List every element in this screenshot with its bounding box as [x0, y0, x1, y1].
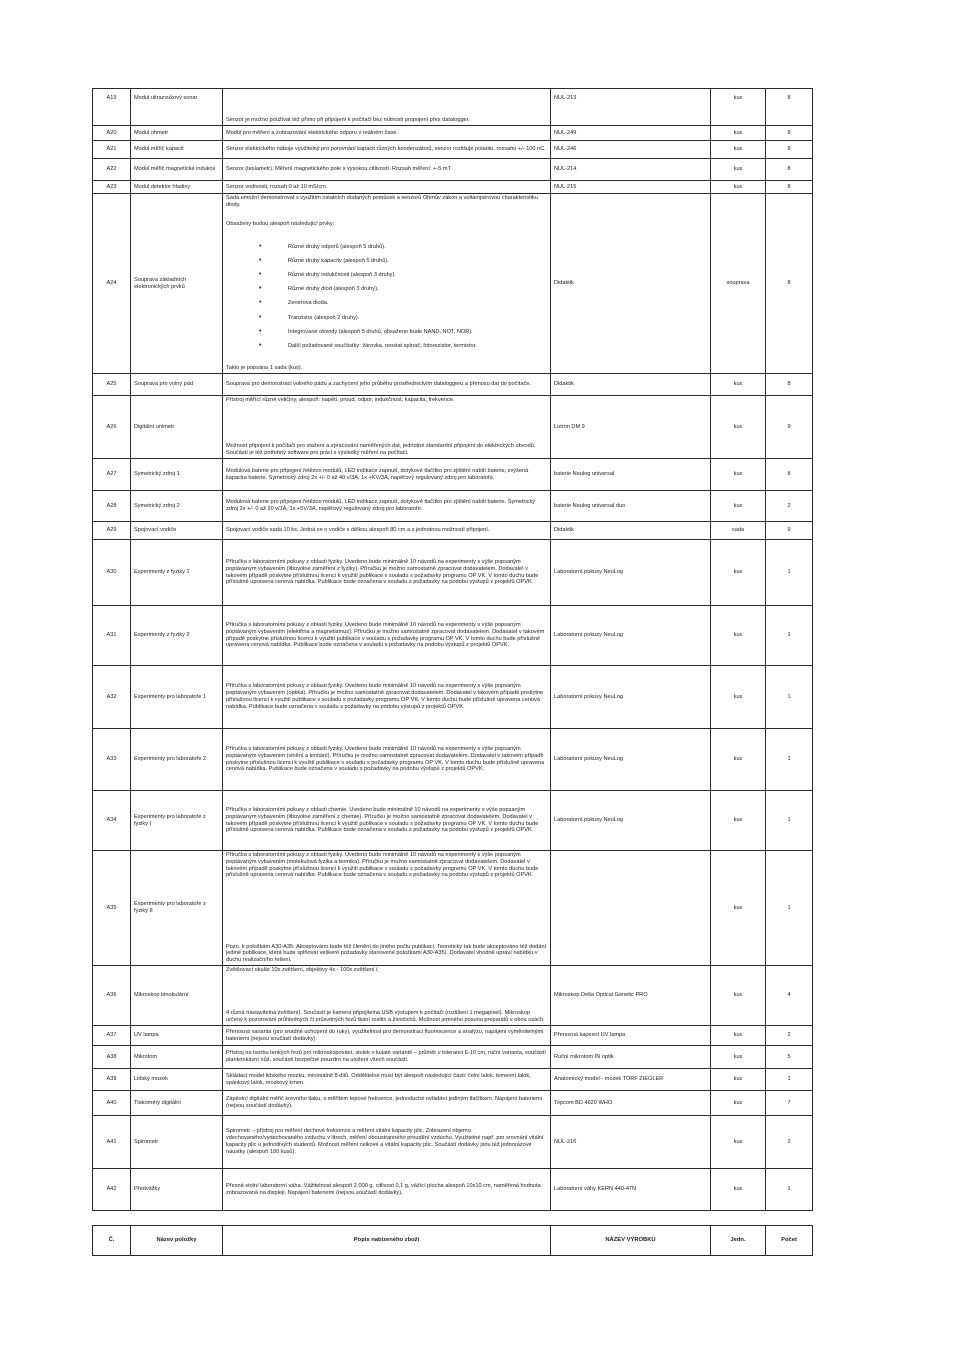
- item-unit: kus: [711, 159, 766, 180]
- item-number: A33: [93, 729, 131, 790]
- item-name: Experimenty pro laboratoře 2: [131, 729, 223, 790]
- description-bullet: • Zenerova dioda.: [226, 296, 547, 310]
- description-paragraph: Příručka s laboratorními pokusy z oblasti fyziky. Uvedeno bude minimálně 10 návodů na experimenty s výše popsaným poptávaným vybavením (optika). Příručku je možno samostatně zpracovat dodavatelem. Dodavatel v takovém případě poskytne příslušnou licenci k využití publikace v souladu s požadavky programu OP VK. V tomto duchu bude příslušně upravena cenová nabídka. Publikace bude označena v souladu s požadavky na podobu výstupů z projektů OPVK.: [226, 683, 544, 710]
- product-name: Lutron DM 9: [551, 396, 711, 458]
- item-unit: kus: [711, 374, 766, 395]
- description-bullet: • Různé druhy odporů (alespoň 5 druhů).: [226, 240, 547, 254]
- item-number: A40: [93, 1091, 131, 1115]
- product-name: NUL-213: [551, 89, 711, 125]
- table-row: [93, 459, 813, 491]
- description-paragraph: Souprava pro demonstraci volného pádu a zachycení jeho průběhu prostřednictvím dataloggeru a přenosu dat do počítače.: [226, 381, 532, 388]
- item-description: [223, 666, 551, 728]
- item-unit: kus: [711, 1026, 766, 1045]
- table-row: [93, 1091, 813, 1116]
- item-number: A34: [93, 791, 131, 850]
- description-bullet-list: [226, 240, 547, 354]
- item-number: A39: [93, 1069, 131, 1090]
- description-paragraph: Takto je popsána 1 sada (kus).: [226, 365, 303, 372]
- item-description: [223, 522, 551, 539]
- table-row: [93, 791, 813, 851]
- table-row: [93, 540, 813, 606]
- item-name: Experimenty pro laboratoře z fyziky I: [131, 791, 223, 850]
- item-quantity: 1: [766, 606, 813, 665]
- product-name: NUL-246: [551, 141, 711, 158]
- item-name: Modul měřič magnetické indukce: [131, 159, 223, 180]
- item-unit: kus: [711, 459, 766, 490]
- item-name: Lidský mozek: [131, 1069, 223, 1090]
- item-unit: kus: [711, 606, 766, 665]
- item-unit: kus: [711, 396, 766, 458]
- description-paragraph: Příručka s laboratorními pokusy z oblasti fyziky. Uvedeno bude minimálně 10 návodů na experimenty s výše popsaným poptávaným vybavením (elektřina a magnetismus). Příručku je možno samostatně zpracovat dodavatelem. Dodavatel v takovém případě poskytne příslušnou licenci k využití publikace v souladu s požadavky programu OP VK. V tomto duchu bude příslušně upravena cenová nabídka. Publikace bude označena v souladu s požadavky na podobu výstupů z projektů OPVK.: [226, 621, 545, 649]
- item-name: Tlakoměry digitální: [131, 1091, 223, 1115]
- description-paragraph: Přenosná varianta (pro snadné uchopení do ruky), využitelnost pro demonstraci fluorescence a analýzu, napájení vyměnitelnými bateriemi (nejsou součástí dodávky).: [226, 1028, 544, 1042]
- table-row: [93, 966, 813, 1026]
- table-row: [93, 126, 813, 141]
- description-paragraph: Obsaženy budou alespoň následující prvky:: [226, 220, 335, 227]
- header-cell-product: NÁZEV VÝROBKU: [551, 1226, 711, 1255]
- item-quantity: 2: [766, 1116, 813, 1168]
- description-paragraph: Senzor je možno používat též přímo při připojení k počítači bez nutnosti propojení přes datalogger.: [226, 117, 470, 124]
- item-description: [223, 729, 551, 790]
- item-number: A38: [93, 1046, 131, 1068]
- item-number: A26: [93, 396, 131, 458]
- item-name: Experimenty z fyziky 1: [131, 540, 223, 605]
- description-bullet: • Tranzistor (alespoň 2 druhy).: [226, 311, 547, 325]
- table-row: [93, 1046, 813, 1069]
- product-name: Anatomický model - mozek TORF ZIEGLER: [551, 1069, 711, 1090]
- product-name: Laboratorní pokusy NeuLog: [551, 729, 711, 790]
- header-cell-number: Č.: [93, 1226, 131, 1255]
- description-paragraph: Příručka s laboratorními pokusy z oblasti fyziky. Uvedeno bude minimálně 10 návodů na experimenty s výše popsaným poptávaným vybavením (molekulová fyzika a termika). Příručku je možno samostatně zpracovat dodavatelem. Dodavatel v takovém případě poskytne příslušnou licenci k využití publikace v souladu s požadavky programu OP VK. V tomto duchu bude příslušně upravena cenová nabídka. Publikace bude označena v souladu s požadavky na podobu výstupů z projektů OPVK.: [226, 852, 539, 879]
- description-paragraph: Zvětšovací okulár 10x zvětšení, objektivy 4x - 100x zvětšení (: [226, 967, 379, 973]
- item-quantity: 8: [766, 459, 813, 490]
- table-row: [93, 1169, 813, 1211]
- description-bullet: • Různé druhy indukčnosti (alespoň 3 druhy).: [226, 268, 547, 282]
- item-number: A42: [93, 1169, 131, 1210]
- product-name: Ruční mikrotom IN optik: [551, 1046, 711, 1068]
- description-paragraph: 4 různá nastavitelná zvětšení). Součástí je kamera připojitelná USB výstupem k počítači (rozlišení 1 megapixel). Mikroskop určený k pozorování průhledných či průsvitných řezů tkání rostlin a živočichů. Možnost jemného posunu preparátů v obou osách.: [226, 1010, 545, 1024]
- description-paragraph: Zápěstní digitální měřič krevního tlaku, s měřítem tepové frekvence, jednoduché ovládání jediným tlačítkem. Napájení bateriemi (nejsou součástí dodávky).: [226, 1096, 542, 1109]
- item-unit: kus: [711, 729, 766, 790]
- table-row: [93, 1116, 813, 1169]
- item-quantity: 8: [766, 126, 813, 140]
- item-unit: kus: [711, 1116, 766, 1168]
- item-name: Symetrický zdroj 1: [131, 459, 223, 490]
- item-unit: kus: [711, 1169, 766, 1210]
- product-name: Didaktik: [551, 194, 711, 373]
- table-row: [93, 491, 813, 522]
- table-row: [93, 851, 813, 966]
- item-description: [223, 966, 551, 1025]
- item-number: A32: [93, 666, 131, 728]
- product-name: baterie Neulog universal: [551, 459, 711, 490]
- item-name: Spirometr: [131, 1116, 223, 1168]
- item-quantity: 4: [766, 966, 813, 1025]
- header-cell-quantity: Počet: [766, 1226, 813, 1255]
- item-quantity: 7: [766, 1091, 813, 1115]
- table-row: [93, 522, 813, 540]
- item-name: Modul ohmetr: [131, 126, 223, 140]
- description-paragraph: Senzor elektrického náboje využitelný pro porovnání kapacit různých kondenzátorů, senzor rozlišuje polaritu, rozsahu +/- 100 nC.: [226, 146, 546, 153]
- table-row: [93, 89, 813, 126]
- item-name: Modul ultrazvukový sonar: [131, 89, 223, 125]
- description-bullet: • Další požadované součástky: žárovka, reostat spínač, fotorezistor, termistor.: [226, 339, 547, 353]
- product-name: Laboratorní pokusy NeuLog: [551, 791, 711, 850]
- item-description: [223, 540, 551, 605]
- table-row: [93, 141, 813, 159]
- item-unit: kus: [711, 491, 766, 521]
- item-description: [223, 159, 551, 180]
- description-paragraph: Senzor vodivosti, rozsah 0 až 10 mS/cm.: [226, 183, 328, 190]
- item-name: UV lampa: [131, 1026, 223, 1045]
- description-paragraph: Senzor (teslametr). Měření magnetického pole s vysokou citlivostí. Rozsah měření: +-5 mT.: [226, 166, 452, 173]
- item-number: A29: [93, 522, 131, 539]
- item-unit: kus: [711, 791, 766, 850]
- product-name: NUL-249: [551, 126, 711, 140]
- item-quantity: 9: [766, 396, 813, 458]
- item-quantity: 8: [766, 194, 813, 373]
- item-description: [223, 1046, 551, 1068]
- item-number: A37: [93, 1026, 131, 1045]
- item-quantity: 8: [766, 141, 813, 158]
- item-quantity: 1: [766, 666, 813, 728]
- description-paragraph: Příručka s laboratorními pokusy z oblasti fyziky. Uvedeno bude minimálně 10 návodů na experimenty s výše popsaným poptávaným vybavením (vlnění a kmitání). Příručku je možno samostatně zpracovat dodavatelem. Dodavatel v takovém případě poskytne příslušnou licenci k využití publikace v souladu s požadavky programu OP VK. V tomto duchu bude příslušně upravena cenová nabídka. Publikace bude označena v souladu s požadavky na podobu výstupů z projektů OPVK.: [226, 745, 545, 773]
- item-description: [223, 606, 551, 665]
- item-name: Experimenty pro laboratoře 1: [131, 666, 223, 728]
- item-unit: kus: [711, 1091, 766, 1115]
- item-unit: kus: [711, 126, 766, 140]
- item-description: [223, 396, 551, 458]
- description-paragraph: Přístroj na tvorbu tenkých řezů pro mikroskopování, stolek v kulaté variantě – průměr v toleranci 6-10 cm, ruční varianta, součástí plankonkávní nůž, součástí bezpečné pouzdro na uložení všech součástí.: [226, 1050, 546, 1063]
- description-bullet: • Různé druhy diod (alespoň 3 druhy).: [226, 282, 547, 296]
- item-description: [223, 374, 551, 395]
- table-row: [93, 194, 813, 374]
- item-description: [223, 126, 551, 140]
- item-name: Symetrický zdroj 2: [131, 491, 223, 521]
- table-row: [93, 729, 813, 791]
- header-cell-description: Popis nabízeného zboží: [223, 1226, 551, 1255]
- item-quantity: 2: [766, 1026, 813, 1045]
- item-description: [223, 1116, 551, 1168]
- item-description: [223, 491, 551, 521]
- item-unit: kus: [711, 1046, 766, 1068]
- item-number: A19: [93, 89, 131, 125]
- description-paragraph: Skládací model lidského mozku, minimálně 8 dílů. Oddělitelné musí být alespoň následující části: čelní lalok, temenní lalok, spánkový lalok, mozkový kmen.: [226, 1072, 531, 1086]
- item-description: [223, 1091, 551, 1115]
- description-paragraph: Modulová baterie pro připojení řetězce modulů, LED indikace zapnutí, dotykové tlačítko pro zjištění nabití baterie, zvýšená kapacita baterie. Symetrický zdroj 2x +/- 0 až 40 v/3A, 1x +KV/3A, napěťový regulovaný zdroj pro laboratoře.: [226, 467, 529, 481]
- product-name: Mikroskop Delta Optical Genetic PRO: [551, 966, 711, 1025]
- product-name: Didaktik: [551, 522, 711, 539]
- item-unit: kus: [711, 1069, 766, 1090]
- item-description: [223, 1026, 551, 1045]
- product-name: NUL-216: [551, 1116, 711, 1168]
- item-quantity: 1: [766, 1069, 813, 1090]
- item-name: Experimenty pro laboratoře z fyziky II: [131, 851, 223, 965]
- item-unit: souprava: [711, 194, 766, 373]
- item-name: Spojovací vodiče: [131, 522, 223, 539]
- description-paragraph: Modul pro měření a zobrazování elektrického odporu v reálném čase.: [226, 129, 398, 136]
- item-quantity: 1: [766, 540, 813, 605]
- item-number: A21: [93, 141, 131, 158]
- table-row: [93, 374, 813, 396]
- description-paragraph: Sada umožní demonstrovat s využitím ostatních dodaných pomůcek a senzorů Ohmův zákon a voltampérovou charakteristiku diody.: [226, 195, 538, 208]
- item-name: Předvážky: [131, 1169, 223, 1210]
- description-paragraph: Spirometr – přístroj pro měření dechové frekvence a měření vitální kapacity plic. Zobrazení objemu vdechovaného/vydechovaného vzduchu v litrech, měření oboustranného proudění vzduchu. Využitelné např. pro srovnání vitální kapacity plic u jednotlivých studentů. Možnost měření celkové a vitální kapacity plic. Součástí dodávky jsou též jednorázové náustky (alespoň 100 kusů).: [226, 1128, 544, 1155]
- header-cell-name: Název položky: [131, 1226, 223, 1255]
- item-quantity: 1: [766, 851, 813, 965]
- item-quantity: 8: [766, 181, 813, 193]
- item-description: [223, 1169, 551, 1210]
- description-paragraph: Možnost připojení k počítači pro stažení a zpracování naměřených dat, jednotné standardní připojení do elektrických obvodů. Součástí je též potřebný software pro práci s výsledky měření na počítači.: [226, 443, 536, 457]
- table-row: [93, 606, 813, 666]
- item-name: Mikrotom: [131, 1046, 223, 1068]
- item-number: A36: [93, 966, 131, 1025]
- product-name: Laboratorní pokusy NeuLog: [551, 666, 711, 728]
- item-unit: kus: [711, 181, 766, 193]
- item-unit: sada: [711, 522, 766, 539]
- item-name: Modul detektor hladiny: [131, 181, 223, 193]
- product-name: NUL-214: [551, 159, 711, 180]
- description-paragraph: Přístroj měřící různé veličiny, alespoň: napětí, proud, odpor, indukčnost, kapacita, frekvence.: [226, 397, 455, 403]
- item-name: Digitální unimetr: [131, 396, 223, 458]
- item-description: [223, 141, 551, 158]
- table-row: [93, 1069, 813, 1091]
- header-row: [93, 1226, 813, 1256]
- product-name: Přenosná kapesní UV lampa: [551, 1026, 711, 1045]
- item-description: [223, 851, 551, 965]
- description-paragraph: Příručka s laboratorními pokusy z oblasti chemie. Uvedeno bude minimálně 10 návodů na experimenty s výše popsaným poptávaným vybavením (libovolné zaměření z chemie). Příručku je možno samostatně zpracovat dodavatelem. Dodavatel v takovém případě poskytne příslušnou licenci k využití publikace v souladu s požadavky programu OP VK. V tomto duchu bude příslušně upravena cenová nabídka. Publikace bude označena v souladu s požadavky na podobu výstupů z projektů OPVK.: [226, 806, 539, 834]
- item-unit: kus: [711, 141, 766, 158]
- item-unit: kus: [711, 89, 766, 125]
- product-name: Laboratorní váhy KERN 440-47N: [551, 1169, 711, 1210]
- description-paragraph: Pozn. k položkám A30-A35: Akceptováno bude též členění do jiného počtu publikací. Teoreticky tak bude akceptováno též dodání jediné publikace, která bude splňovat veškeré požadavky stanovené položkami A30-A35). Dodavatel vhodně upraví nabídku v duchu realizačního řešení.: [226, 943, 547, 964]
- item-number: A27: [93, 459, 131, 490]
- description-paragraph: Modulová baterie pro připojení řetězce modulů, LED indikace zapnutí, dotykové tlačítko pro zjištění nabití baterie. Symetrický zdroj 2x +/- 0 až 20 v/1A, 1x +5V/3A, napěťový regulovaný zdroj pro laboratoře.: [226, 499, 536, 512]
- item-name: Mikroskop binokulární: [131, 966, 223, 1025]
- item-number: A28: [93, 491, 131, 521]
- item-unit: kus: [711, 666, 766, 728]
- item-quantity: 5: [766, 1046, 813, 1068]
- item-description: [223, 791, 551, 850]
- item-name: Souprava pro volný pád: [131, 374, 223, 395]
- item-quantity: 2: [766, 491, 813, 521]
- item-unit: kus: [711, 540, 766, 605]
- item-number: A41: [93, 1116, 131, 1168]
- item-number: A30: [93, 540, 131, 605]
- description-bullet: • Různé druhy kapacity (alespoň 5 druhů).: [226, 254, 547, 268]
- item-description: [223, 194, 551, 373]
- item-description: [223, 89, 551, 125]
- item-description: [223, 181, 551, 193]
- product-name: Didaktik: [551, 374, 711, 395]
- item-description: [223, 459, 551, 490]
- table-row: [93, 1026, 813, 1046]
- item-number: A22: [93, 159, 131, 180]
- item-name: Experimenty z fyziky 2: [131, 606, 223, 665]
- item-number: A31: [93, 606, 131, 665]
- item-number: A20: [93, 126, 131, 140]
- item-unit: kus: [711, 966, 766, 1025]
- description-paragraph: Příručka s laboratorními pokusy z oblasti fyziky. Uvedeno bude minimálně 10 návodů na experimenty s výše popsaným poptávaným vybavením (libovolné zaměření z fyziky). Příručku je možno samostatně zpracovat dodavatelem. Dodavatel v takovém případě poskytne příslušnou licenci k využití publikace v souladu s požadavky programu OP VK. V tomto duchu bude příslušně upravena cenová nabídka. Publikace bude označena v souladu s požadavky na podobu výstupů z projektů OPVK.: [226, 558, 539, 586]
- item-quantity: 8: [766, 159, 813, 180]
- table-row: [93, 396, 813, 459]
- item-quantity: 9: [766, 522, 813, 539]
- items-table: [92, 88, 813, 1211]
- table-header: [92, 1225, 813, 1256]
- description-bullet: • Integrované obvody (alespoň 5 druhů, obsaženo bude NAND, NOT, NOR).: [226, 325, 547, 339]
- item-quantity: 1: [766, 1169, 813, 1210]
- product-name: [551, 851, 711, 965]
- product-name: Laboratorní pokusy NeuLog: [551, 540, 711, 605]
- product-name: baterie Neulog universal duo: [551, 491, 711, 521]
- table-row: [93, 181, 813, 194]
- item-number: A25: [93, 374, 131, 395]
- description-paragraph: Přesná stolní laboratorní váha. Vážitelnost alespoň 2.000 g, citlivost 0,1 g, vážící plocha alespoň 10x10 cm, naměřená hodnota zobrazovaná na displeji. Napájení bateriemi (nejsou součástí dodávky).: [226, 1182, 541, 1196]
- header-cell-unit: Jedn.: [711, 1226, 766, 1255]
- item-unit: kus: [711, 851, 766, 965]
- item-number: A24: [93, 194, 131, 373]
- item-name: Souprava základních elektronických prvků: [131, 194, 223, 373]
- item-quantity: 8: [766, 89, 813, 125]
- product-name: Topcom BD 4620 WHO: [551, 1091, 711, 1115]
- product-name: NUL-215: [551, 181, 711, 193]
- table-row: [93, 159, 813, 181]
- item-quantity: 1: [766, 729, 813, 790]
- item-name: Modul měřič kapacit: [131, 141, 223, 158]
- item-quantity: 1: [766, 791, 813, 850]
- item-description: [223, 1069, 551, 1090]
- product-name: Laboratorní pokusy NeuLog: [551, 606, 711, 665]
- item-number: A23: [93, 181, 131, 193]
- item-quantity: 8: [766, 374, 813, 395]
- description-paragraph: Spojovací vodiče sada 10 ks. Jedná se o vodiče s délkou alespoň 80 cm a s jednotnou možností připojení.: [226, 527, 490, 534]
- item-number: A35: [93, 851, 131, 965]
- table-row: [93, 666, 813, 729]
